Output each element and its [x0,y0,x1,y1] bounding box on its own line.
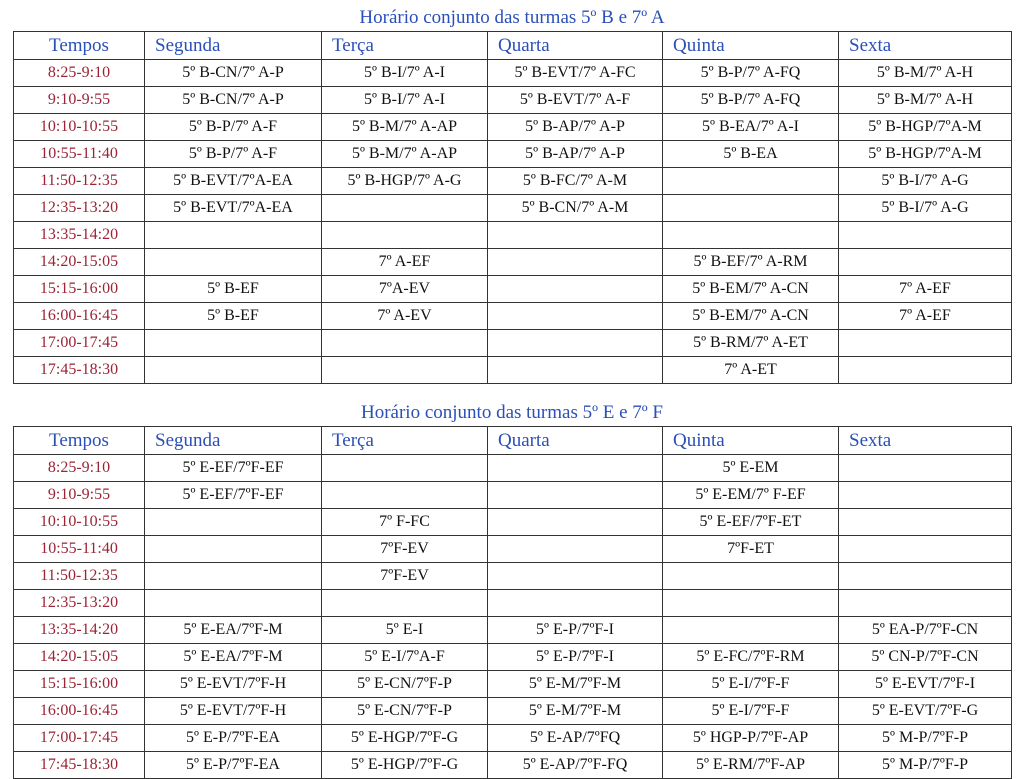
class-cell: 5º E-EA/7ºF-M [145,644,322,671]
column-header-day: Quinta [663,32,839,60]
class-cell [322,195,488,222]
class-cell: 5º B-M/7º A-AP [322,114,488,141]
class-cell [488,222,663,249]
column-header-day: Quinta [663,427,839,455]
class-cell: 5º B-EM/7º A-CN [663,276,839,303]
time-slot-cell: 16:00-16:45 [14,698,145,725]
class-cell [839,222,1012,249]
table-row [14,114,1012,141]
time-slot-cell: 17:00-17:45 [14,330,145,357]
class-cell [145,330,322,357]
time-slot-cell: 14:20-15:05 [14,249,145,276]
class-cell: 5º B-EM/7º A-CN [663,303,839,330]
column-header-day: Sexta [839,32,1012,60]
class-cell: 5º B-I/7º A-I [322,87,488,114]
class-cell [322,330,488,357]
table-row [14,455,1012,482]
time-slot-cell: 17:45-18:30 [14,357,145,384]
class-cell: 5º E-EVT/7ºF-H [145,671,322,698]
class-cell [488,357,663,384]
class-cell [488,482,663,509]
class-cell: 7ºA-EV [322,276,488,303]
class-cell: 5º B-HGP/7ºA-M [839,114,1012,141]
time-slot-cell: 11:50-12:35 [14,563,145,590]
class-cell: 7ºF-ET [663,536,839,563]
time-slot-cell: 14:20-15:05 [14,644,145,671]
time-slot-cell: 16:00-16:45 [14,303,145,330]
time-slot-cell: 10:10-10:55 [14,509,145,536]
time-slot-cell: 15:15-16:00 [14,276,145,303]
class-cell: 5º E-EF/7ºF-ET [663,509,839,536]
class-cell: 5º B-EA/7º A-I [663,114,839,141]
schedule-table-5b-7a [13,31,1012,384]
class-cell [839,509,1012,536]
class-cell [663,168,839,195]
class-cell: 5º B-I/7º A-G [839,168,1012,195]
time-slot-cell: 17:00-17:45 [14,725,145,752]
class-cell: 5º E-I/7ºF-F [663,671,839,698]
class-cell: 5º B-P/7º A-FQ [663,60,839,87]
class-cell [488,330,663,357]
column-header-day: Terça [322,32,488,60]
class-cell: 5º E-M/7ºF-M [488,671,663,698]
column-header-day: Quarta [488,32,663,60]
class-cell [839,563,1012,590]
class-cell: 7º A-EF [322,249,488,276]
class-cell: 7º A-EV [322,303,488,330]
time-slot-cell: 8:25-9:10 [14,455,145,482]
column-header-day: Sexta [839,427,1012,455]
class-cell: 5º HGP-P/7ºF-AP [663,725,839,752]
class-cell: 5º B-AP/7º A-P [488,114,663,141]
header-row [14,32,1012,60]
class-cell: 5º E-I/7ºA-F [322,644,488,671]
table-row [14,617,1012,644]
table-row [14,303,1012,330]
class-cell [145,536,322,563]
class-cell: 5º B-AP/7º A-P [488,141,663,168]
table-row [14,249,1012,276]
table-row [14,141,1012,168]
class-cell: 5º E-P/7ºF-I [488,644,663,671]
class-cell [322,590,488,617]
time-slot-cell: 9:10-9:55 [14,482,145,509]
class-cell: 5º B-CN/7º A-M [488,195,663,222]
table-row [14,752,1012,779]
class-cell [322,455,488,482]
class-cell: 5º EA-P/7ºF-CN [839,617,1012,644]
column-header-day: Segunda [145,427,322,455]
class-cell: 5º E-HGP/7ºF-G [322,725,488,752]
class-cell: 5º E-CN/7ºF-P [322,698,488,725]
class-cell: 7º A-EF [839,303,1012,330]
column-header-tempos: Tempos [14,32,145,60]
table-row [14,644,1012,671]
class-cell: 5º E-I/7ºF-F [663,698,839,725]
time-slot-cell: 17:45-18:30 [14,752,145,779]
class-cell: 7º A-ET [663,357,839,384]
table-row [14,698,1012,725]
table-row [14,357,1012,384]
class-cell: 5º B-M/7º A-H [839,87,1012,114]
class-cell: 5º E-EVT/7ºF-G [839,698,1012,725]
table-row [14,330,1012,357]
table-row [14,563,1012,590]
table-row [14,536,1012,563]
class-cell: 5º B-EF [145,276,322,303]
class-cell: 5º E-EA/7ºF-M [145,617,322,644]
class-cell [663,590,839,617]
time-slot-cell: 10:55-11:40 [14,536,145,563]
time-slot-cell: 9:10-9:55 [14,87,145,114]
time-slot-cell: 15:15-16:00 [14,671,145,698]
class-cell: 5º M-P/7ºF-P [839,725,1012,752]
time-slot-cell: 8:25-9:10 [14,60,145,87]
class-cell: 5º E-RM/7ºF-AP [663,752,839,779]
class-cell: 5º B-RM/7º A-ET [663,330,839,357]
class-cell: 5º B-HGP/7º A-G [322,168,488,195]
class-cell [839,357,1012,384]
schedule-title-5b-7a: Horário conjunto das turmas 5º B e 7º A [359,7,665,28]
class-cell: 5º E-P/7ºF-I [488,617,663,644]
schedule-table-5e-7f [13,426,1012,779]
table-row [14,725,1012,752]
class-cell: 5º M-P/7ºF-P [839,752,1012,779]
table-row [14,276,1012,303]
class-cell [488,303,663,330]
column-header-day: Terça [322,427,488,455]
class-cell: 7ºF-EV [322,536,488,563]
class-cell: 5º B-EA [663,141,839,168]
class-cell: 5º B-P/7º A-FQ [663,87,839,114]
class-cell: 5º E-I [322,617,488,644]
schedule-title-5e-7f: Horário conjunto das turmas 5º E e 7º F [360,402,663,423]
class-cell: 5º E-AP/7ºF-FQ [488,752,663,779]
class-cell: 5º E-CN/7ºF-P [322,671,488,698]
table-row [14,590,1012,617]
class-cell [839,536,1012,563]
column-header-day: Quarta [488,427,663,455]
table-row [14,60,1012,87]
class-cell: 5º B-EF/7º A-RM [663,249,839,276]
class-cell: 5º E-EM/7º F-EF [663,482,839,509]
class-cell: 5º E-FC/7ºF-RM [663,644,839,671]
table-row [14,509,1012,536]
class-cell: 5º B-EVT/7ºA-EA [145,168,322,195]
table-row [14,482,1012,509]
class-cell [839,455,1012,482]
class-cell [839,249,1012,276]
class-cell: 5º E-M/7ºF-M [488,698,663,725]
class-cell [145,563,322,590]
class-cell: 5º E-P/7ºF-EA [145,752,322,779]
table-row [14,168,1012,195]
class-cell [488,276,663,303]
class-cell: 5º E-HGP/7ºF-G [322,752,488,779]
class-cell: 5º B-M/7º A-H [839,60,1012,87]
class-cell: 5º B-P/7º A-F [145,114,322,141]
class-cell: 5º E-EVT/7ºF-I [839,671,1012,698]
class-cell: 5º E-P/7ºF-EA [145,725,322,752]
column-header-day: Segunda [145,32,322,60]
class-cell [488,509,663,536]
class-cell: 5º CN-P/7ºF-CN [839,644,1012,671]
time-slot-cell: 12:35-13:20 [14,195,145,222]
time-slot-cell: 11:50-12:35 [14,168,145,195]
class-cell [663,617,839,644]
table-row [14,222,1012,249]
class-cell [145,222,322,249]
class-cell: 5º B-EVT/7º A-FC [488,60,663,87]
class-cell [322,357,488,384]
class-cell [663,222,839,249]
class-cell [322,222,488,249]
table-row [14,87,1012,114]
class-cell: 5º B-EVT/7ºA-EA [145,195,322,222]
class-cell [488,590,663,617]
time-slot-cell: 10:55-11:40 [14,141,145,168]
column-header-tempos: Tempos [14,427,145,455]
class-cell: 5º E-EF/7ºF-EF [145,482,322,509]
class-cell: 5º B-I/7º A-I [322,60,488,87]
class-cell: 7º A-EF [839,276,1012,303]
class-cell: 7ºF-EV [322,563,488,590]
class-cell: 5º B-P/7º A-F [145,141,322,168]
table-row [14,195,1012,222]
class-cell: 5º B-HGP/7ºA-M [839,141,1012,168]
class-cell [145,357,322,384]
time-slot-cell: 12:35-13:20 [14,590,145,617]
class-cell: 5º B-I/7º A-G [839,195,1012,222]
class-cell [839,590,1012,617]
class-cell: 5º E-AP/7ºFQ [488,725,663,752]
class-cell [145,509,322,536]
class-cell: 5º B-CN/7º A-P [145,87,322,114]
time-slot-cell: 13:35-14:20 [14,617,145,644]
class-cell [488,455,663,482]
class-cell [663,195,839,222]
class-cell [663,563,839,590]
class-cell: 7º F-FC [322,509,488,536]
class-cell: 5º E-EM [663,455,839,482]
class-cell: 5º B-EF [145,303,322,330]
class-cell [322,482,488,509]
time-slot-cell: 10:10-10:55 [14,114,145,141]
class-cell: 5º E-EVT/7ºF-H [145,698,322,725]
class-cell: 5º E-EF/7ºF-EF [145,455,322,482]
class-cell: 5º B-CN/7º A-P [145,60,322,87]
table-row [14,671,1012,698]
time-slot-cell: 13:35-14:20 [14,222,145,249]
class-cell [488,536,663,563]
class-cell: 5º B-FC/7º A-M [488,168,663,195]
class-cell [145,249,322,276]
class-cell [839,482,1012,509]
class-cell: 5º B-M/7º A-AP [322,141,488,168]
class-cell [145,590,322,617]
class-cell: 5º B-EVT/7º A-F [488,87,663,114]
class-cell [488,249,663,276]
class-cell [488,563,663,590]
class-cell [839,330,1012,357]
header-row [14,427,1012,455]
